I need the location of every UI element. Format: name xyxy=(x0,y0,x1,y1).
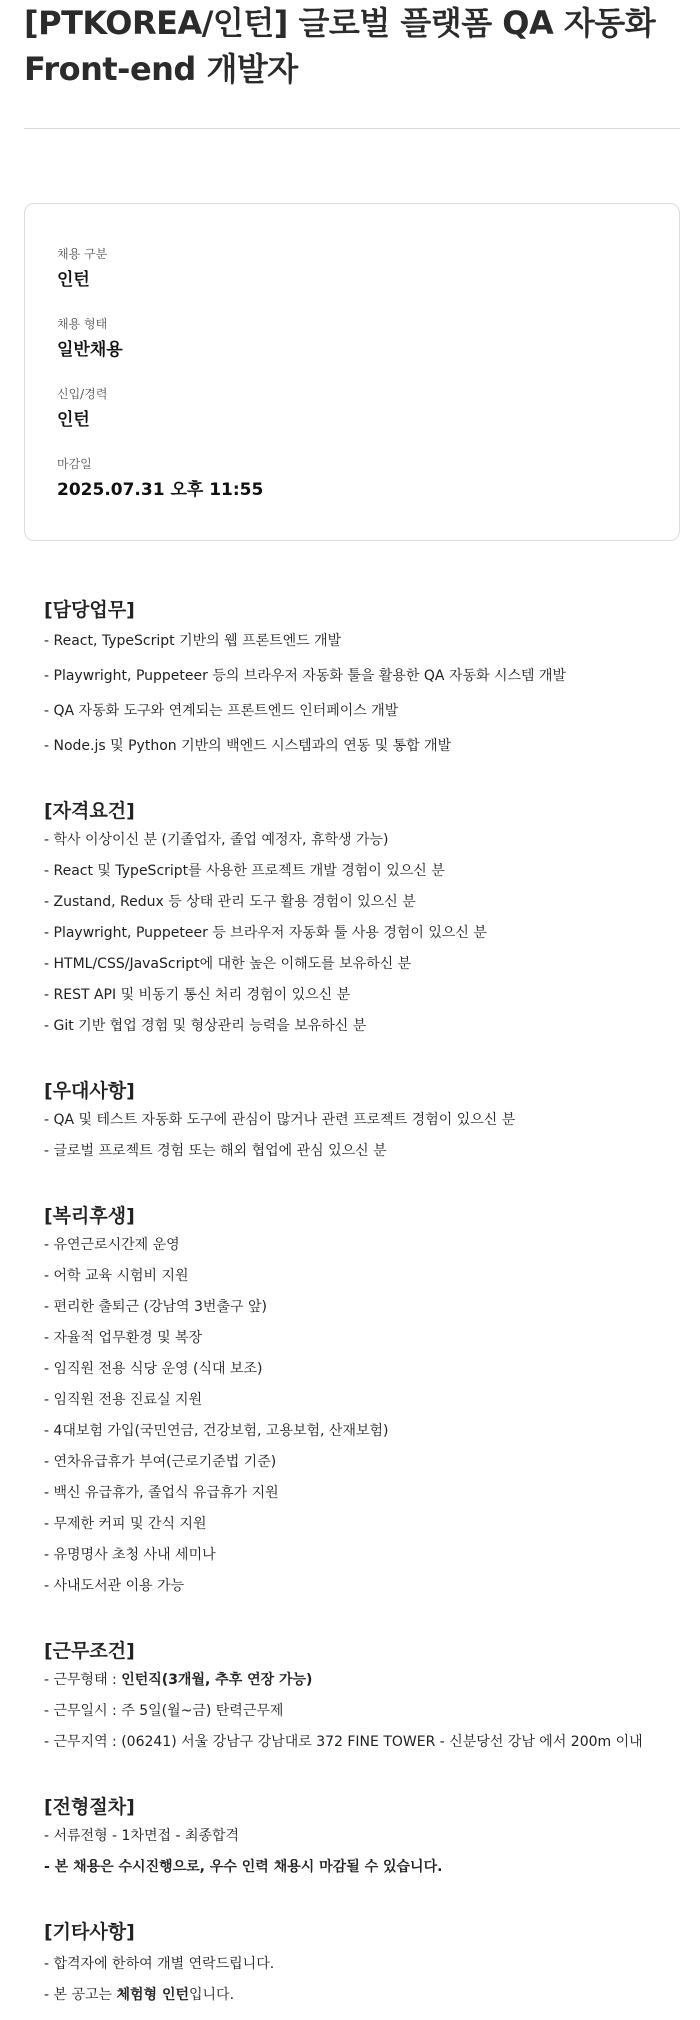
section-duties xyxy=(44,595,656,756)
list-item-work-type xyxy=(44,1670,656,1690)
list-item: - 사내도서관 이용 가능 xyxy=(44,1578,185,1594)
list-item: - HTML/CSS/JavaScript에 대한 높은 이해도를 보유하신 분 xyxy=(44,956,412,972)
section-title: [자격요건] xyxy=(44,800,135,822)
field-label: 신입/경력 xyxy=(57,387,108,401)
list-item: - 본 채용은 수시진행으로, 우수 인력 채용시 마감될 수 있습니다. xyxy=(44,1859,443,1875)
posting-type-value: 체험형 인턴 xyxy=(116,1987,189,2003)
job-posting xyxy=(24,0,680,541)
list-item: - Playwright, Puppeteer 등 브라우저 자동화 툴 사용 경험이 있으신 분 xyxy=(44,925,487,941)
section-etc xyxy=(44,1917,656,2005)
work-type-label: - 근무형태 : xyxy=(44,1672,122,1688)
list-item: - 임직원 전용 진료실 지원 xyxy=(44,1392,203,1408)
section-preferred xyxy=(44,1076,656,1161)
list-item: - 서류전형 - 1차면접 - 최종합격 xyxy=(44,1828,240,1844)
list-item: - Playwright, Puppeteer 등의 브라우저 자동화 툴을 활용한 QA 자동화 시스템 개발 xyxy=(44,668,567,684)
list-item: - 편리한 출퇴근 (강남역 3번출구 앞) xyxy=(44,1299,267,1315)
section-conditions xyxy=(44,1636,656,1752)
list-item: - QA 자동화 도구와 연계되는 프론트엔드 인터페이스 개발 xyxy=(44,703,399,719)
field-value: 일반채용 xyxy=(57,340,123,360)
list-item: - 자율적 업무환경 및 복장 xyxy=(44,1330,203,1346)
field-label: 채용 구분 xyxy=(57,247,108,261)
list-item: - Zustand, Redux 등 상태 관리 도구 활용 경험이 있으신 분 xyxy=(44,894,416,910)
field-value: 2025.07.31 오후 11:55 xyxy=(57,480,264,500)
field-label: 채용 형태 xyxy=(57,317,108,331)
list-item: - Git 기반 협업 경험 및 형상관리 능력을 보유하신 분 xyxy=(44,1018,367,1034)
section-benefits xyxy=(44,1201,656,1596)
posting-type-prefix: - 본 공고는 xyxy=(44,1987,117,2003)
field-career-level xyxy=(57,384,647,454)
job-title-line-1: [PTKOREA/인턴] 글로벌 플랫폼 QA 자동화 xyxy=(24,4,656,42)
list-item: - React, TypeScript 기반의 웹 프론트엔드 개발 xyxy=(44,633,342,649)
list-item: - Node.js 및 Python 기반의 백엔드 시스템과의 연동 및 통합 개발 xyxy=(44,738,452,754)
list-item: - 연차유급휴가 부여(근로기준법 기준) xyxy=(44,1454,277,1470)
list-item: - 어학 교육 시험비 지원 xyxy=(44,1268,189,1284)
title-divider xyxy=(24,128,680,129)
job-summary-card xyxy=(24,203,680,541)
field-employment-type xyxy=(57,314,647,384)
work-type-value: 인턴직(3개월, 추후 연장 가능) xyxy=(121,1672,313,1688)
list-item: - 합격자에 한하여 개별 연락드립니다. xyxy=(44,1956,275,1972)
list-item: - 백신 유급휴가, 졸업식 유급휴가 지원 xyxy=(44,1485,279,1501)
field-employment-category xyxy=(57,244,647,314)
field-deadline xyxy=(57,454,647,524)
list-item: - 임직원 전용 식당 운영 (식대 보조) xyxy=(44,1361,263,1377)
field-value: 인턴 xyxy=(57,270,90,290)
section-title: [전형절차] xyxy=(44,1796,135,1818)
section-process xyxy=(44,1792,656,1877)
section-title: [기타사항] xyxy=(44,1921,135,1943)
section-title: [근무조건] xyxy=(44,1640,135,1662)
list-item: - 학사 이상이신 분 (기졸업자, 졸업 예정자, 휴학생 가능) xyxy=(44,832,389,848)
section-title: [우대사항] xyxy=(44,1080,135,1102)
section-title: [담당업무] xyxy=(44,599,135,621)
job-title xyxy=(24,0,680,92)
section-requirements xyxy=(44,796,656,1036)
field-value: 인턴 xyxy=(57,410,90,430)
field-label: 마감일 xyxy=(57,457,92,471)
list-item: - React 및 TypeScript를 사용한 프로젝트 개발 경험이 있으신 분 xyxy=(44,863,445,879)
posting-type-suffix: 입니다. xyxy=(189,1987,235,2003)
list-item: - REST API 및 비동기 통신 처리 경험이 있으신 분 xyxy=(44,987,351,1003)
list-item: - QA 및 테스트 자동화 도구에 관심이 많거나 관련 프로젝트 경험이 있으신 분 xyxy=(44,1112,516,1128)
list-item: - 유연근로시간제 운영 xyxy=(44,1237,180,1253)
section-title: [복리후생] xyxy=(44,1205,135,1227)
list-item-posting-type xyxy=(44,1985,656,2005)
list-item: - 유명명사 초청 사내 세미나 xyxy=(44,1547,216,1563)
list-item: - 글로벌 프로젝트 경험 또는 해외 협업에 관심 있으신 분 xyxy=(44,1143,387,1159)
list-item: - 4대보험 가입(국민연금, 건강보험, 고용보험, 산재보험) xyxy=(44,1423,389,1439)
job-title-line-2: Front-end 개발자 xyxy=(24,50,298,88)
list-item: - 무제한 커피 및 간식 지원 xyxy=(44,1516,207,1532)
list-item: - 근무지역 : (06241) 서울 강남구 강남대로 372 FINE TOWER - 신분당선 강남 에서 200m 이내 xyxy=(44,1734,643,1750)
list-item: - 근무일시 : 주 5일(월~금) 탄력근무제 xyxy=(44,1703,284,1719)
job-description xyxy=(44,595,656,2005)
